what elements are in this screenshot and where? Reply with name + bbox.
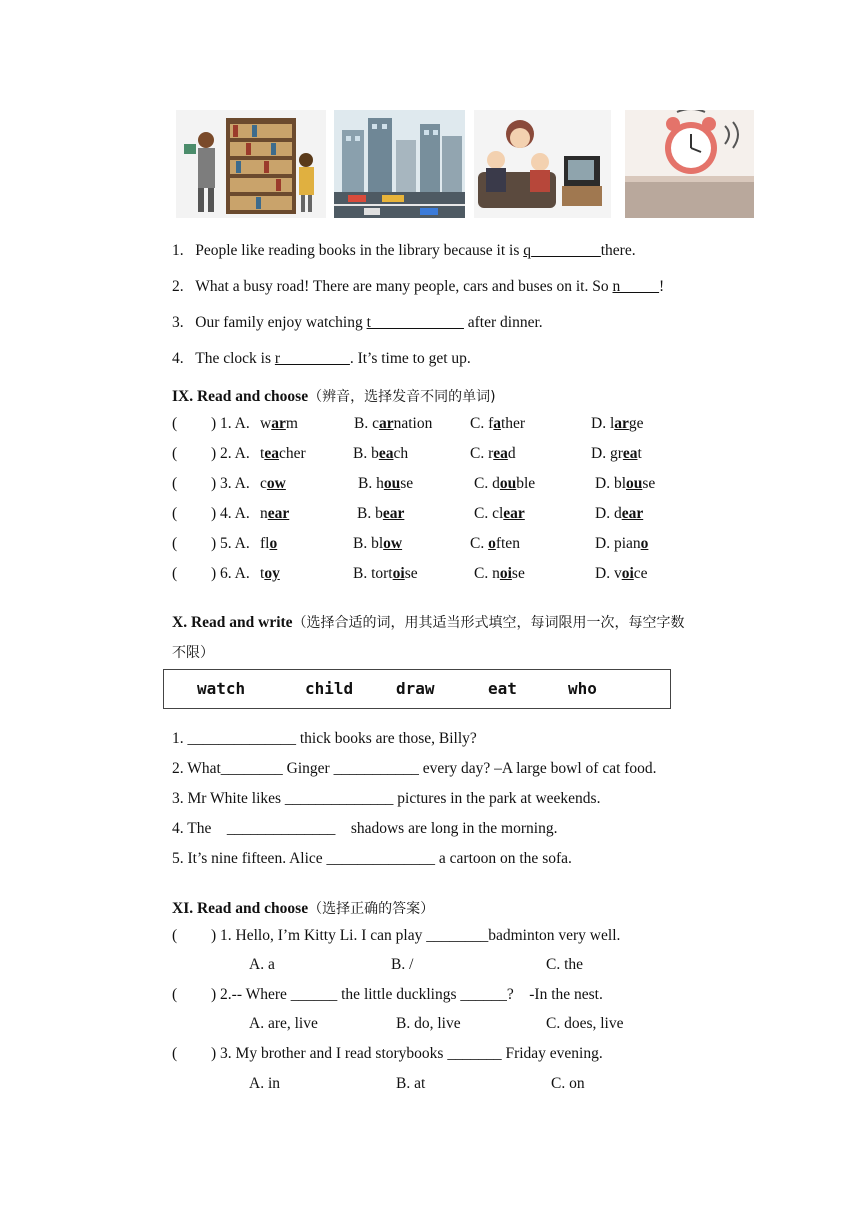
alarm-clock-picture	[625, 110, 754, 218]
section-title: XI. Read and choose	[172, 900, 309, 917]
answer-blank[interactable]: q_________	[523, 242, 601, 259]
section-x-line-5: 5. It’s nine fifteen. Alice ______________ a cartoon on the sofa.	[172, 850, 572, 867]
option-text: ge	[628, 415, 644, 432]
option-text: D. pian	[595, 535, 641, 552]
phonics-option	[474, 505, 525, 523]
answer-paren[interactable]: (	[172, 927, 178, 944]
answer-paren[interactable]: (	[172, 1045, 178, 1062]
highlighted-letters: a	[493, 415, 501, 432]
option-text: C. r	[470, 445, 494, 462]
option-text: ther	[501, 415, 526, 432]
option-a: A. in	[249, 1075, 280, 1092]
fill-in-number: 1.	[172, 242, 184, 259]
phonics-option	[595, 505, 643, 523]
highlighted-letters: ear	[267, 505, 290, 522]
fill-in-text: The clock is	[195, 350, 275, 367]
question-number: ) 1. A.	[211, 415, 250, 432]
phonics-option	[595, 475, 655, 493]
highlighted-letters: ea	[264, 445, 279, 462]
option-b: B. do, live	[396, 1015, 461, 1032]
highlighted-letters: o	[640, 535, 649, 552]
option-text: n	[260, 505, 268, 522]
option-text: t	[260, 445, 265, 462]
fill-in-number: 4.	[172, 350, 184, 367]
highlighted-letters: ar	[378, 415, 394, 432]
answer-paren[interactable]: (	[172, 986, 178, 1003]
highlighted-letters: ea	[378, 445, 394, 462]
fill-in-text: !	[658, 278, 665, 295]
option-text: C. f	[470, 415, 494, 432]
option-text: D. d	[595, 505, 622, 522]
family-tv-picture	[474, 110, 611, 218]
highlighted-letters: oi	[392, 565, 405, 582]
option-text: B. bl	[353, 535, 384, 552]
answer-paren[interactable]: (	[172, 565, 178, 582]
phonics-option	[353, 565, 418, 583]
option-text: se	[400, 475, 414, 492]
fill-in-sentence-1	[172, 242, 636, 260]
option-c: C. on	[551, 1075, 585, 1092]
fill-in-text: after dinner.	[463, 314, 543, 331]
option-a: A. are, live	[249, 1015, 318, 1032]
option-text: w	[260, 415, 272, 432]
word-bank-item: eat	[488, 679, 517, 698]
word-bank-box	[163, 669, 671, 709]
section-x-line-4: 4. The ______________ shadows are long in the morning.	[172, 820, 558, 837]
option-text: C. cl	[474, 505, 504, 522]
section-title: X. Read and write	[172, 614, 293, 631]
phonics-option	[470, 535, 520, 553]
option-text: cher	[278, 445, 306, 462]
fill-in-sentence-3	[172, 314, 543, 332]
option-a: A. a	[249, 956, 275, 973]
highlighted-letters: ea	[622, 445, 638, 462]
option-text: nation	[393, 415, 433, 432]
highlighted-letters: oy	[264, 565, 280, 582]
option-text: C. d	[474, 475, 500, 492]
option-text: se	[642, 475, 656, 492]
highlighted-letters: ou	[499, 475, 517, 492]
fill-in-number: 2.	[172, 278, 184, 295]
phonics-option	[591, 445, 642, 463]
highlighted-letters: oi	[499, 565, 512, 582]
option-text: C. n	[474, 565, 500, 582]
section-title: IX. Read and choose	[172, 388, 309, 405]
option-text: D. v	[595, 565, 622, 582]
option-text: B. tort	[353, 565, 393, 582]
option-text: ften	[495, 535, 520, 552]
phonics-option	[474, 565, 525, 583]
option-text: t	[637, 445, 642, 462]
answer-blank[interactable]: t____________	[366, 314, 464, 331]
fill-in-sentence-4	[172, 350, 471, 368]
option-text: m	[285, 415, 298, 432]
highlighted-letters: ear	[503, 505, 525, 522]
section-x-line-1: 1. ______________ thick books are those, Billy?	[172, 730, 477, 747]
fill-in-text: there.	[600, 242, 636, 259]
answer-paren[interactable]: (	[172, 415, 178, 432]
option-text: c	[260, 475, 267, 492]
word-bank-item: child	[305, 679, 354, 698]
question-number: ) 2. A.	[211, 445, 250, 462]
phonics-option	[260, 565, 280, 583]
phonics-option	[353, 535, 402, 553]
highlighted-letters: ow	[266, 475, 286, 492]
option-text: fl	[260, 535, 270, 552]
fill-in-sentence-2	[172, 278, 664, 296]
city-road-picture	[334, 110, 465, 218]
option-text: D. gr	[591, 445, 623, 462]
option-text: B. b	[357, 505, 383, 522]
answer-paren[interactable]: (	[172, 505, 178, 522]
section-x-instruction-cont: 不限）	[172, 645, 214, 661]
highlighted-letters: ar	[614, 415, 629, 432]
fill-in-text: Our family enjoy watching	[195, 314, 367, 331]
section-instruction: （选择合适的词，用其适当形式填空，每词限用一次，每空字数	[292, 615, 685, 631]
phonics-option	[354, 415, 432, 433]
word-bank-item: who	[568, 679, 597, 698]
answer-paren[interactable]: (	[172, 475, 178, 492]
option-text: B. h	[358, 475, 384, 492]
highlighted-letters: o	[269, 535, 278, 552]
option-text: ble	[516, 475, 536, 492]
option-b: B. /	[391, 956, 414, 973]
highlighted-letters: ou	[383, 475, 401, 492]
answer-paren[interactable]: (	[172, 445, 178, 462]
phonics-option	[591, 415, 644, 433]
option-b: B. at	[396, 1075, 426, 1092]
phonics-option	[470, 445, 516, 463]
option-text: B. b	[353, 445, 379, 462]
question-number: ) 4. A.	[211, 505, 250, 522]
phonics-option	[595, 565, 648, 583]
highlighted-letters: o	[488, 535, 496, 552]
phonics-option	[260, 475, 286, 493]
phonics-option	[357, 505, 404, 523]
word-bank-item: draw	[396, 679, 435, 698]
question-number: ) 3. A.	[211, 475, 250, 492]
question-text: ) 1. Hello, I’m Kitty Li. I can play ________badminton very well.	[211, 927, 621, 944]
fill-in-number: 3.	[172, 314, 184, 331]
option-text: ch	[393, 445, 409, 462]
word-bank-item: watch	[197, 679, 246, 698]
highlighted-letters: ear	[621, 505, 644, 522]
phonics-option	[474, 475, 535, 493]
option-text: se	[404, 565, 418, 582]
phonics-option	[358, 475, 413, 493]
option-text: B. c	[354, 415, 379, 432]
highlighted-letters: ou	[626, 475, 643, 492]
fill-in-text: People like reading books in the library because it is	[195, 242, 524, 259]
phonics-option	[260, 505, 289, 523]
section-x-line-2: 2. What________ Ginger ___________ every day? –A large bowl of cat food.	[172, 760, 657, 777]
option-text: C.	[470, 535, 489, 552]
phonics-option	[260, 535, 277, 553]
library-picture	[176, 110, 326, 218]
phonics-option	[260, 445, 306, 463]
section-ix-heading	[172, 386, 496, 406]
section-xi-heading	[172, 898, 434, 918]
fill-in-text: What a busy road! There are many people, cars and buses on it. So	[195, 278, 613, 295]
highlighted-letters: ow	[383, 535, 403, 552]
highlighted-letters: ear	[382, 505, 405, 522]
phonics-option	[353, 445, 408, 463]
phonics-option	[595, 535, 648, 553]
question-text: ) 2.-- Where ______ the little ducklings ______? -In the nest.	[211, 986, 603, 1003]
option-text: d	[507, 445, 516, 462]
highlighted-letters: oi	[621, 565, 634, 582]
section-x-heading	[172, 612, 685, 632]
section-x-line-3: 3. Mr White likes ______________ pictures in the park at weekends.	[172, 790, 601, 807]
option-text: D. l	[591, 415, 615, 432]
option-text: ce	[633, 565, 648, 582]
highlighted-letters: ea	[493, 445, 508, 462]
option-c: C. the	[546, 956, 584, 973]
answer-paren[interactable]: (	[172, 535, 178, 552]
question-number: ) 5. A.	[211, 535, 250, 552]
option-text: se	[511, 565, 525, 582]
answer-blank[interactable]: r_________	[274, 350, 350, 367]
fill-in-text: . It’s time to get up.	[349, 350, 471, 367]
option-c: C. does, live	[546, 1015, 624, 1032]
highlighted-letters: ar	[271, 415, 286, 432]
phonics-option	[260, 415, 298, 433]
answer-blank[interactable]: n_____	[612, 278, 659, 295]
question-text: ) 3. My brother and I read storybooks _______ Friday evening.	[211, 1045, 603, 1062]
question-number: ) 6. A.	[211, 565, 250, 582]
option-text: t	[260, 565, 265, 582]
section-instruction: （辨音，选择发音不同的单词)	[308, 389, 496, 405]
phonics-option	[470, 415, 525, 433]
section-instruction: （选择正确的答案）	[308, 901, 435, 917]
option-text: D. bl	[595, 475, 626, 492]
